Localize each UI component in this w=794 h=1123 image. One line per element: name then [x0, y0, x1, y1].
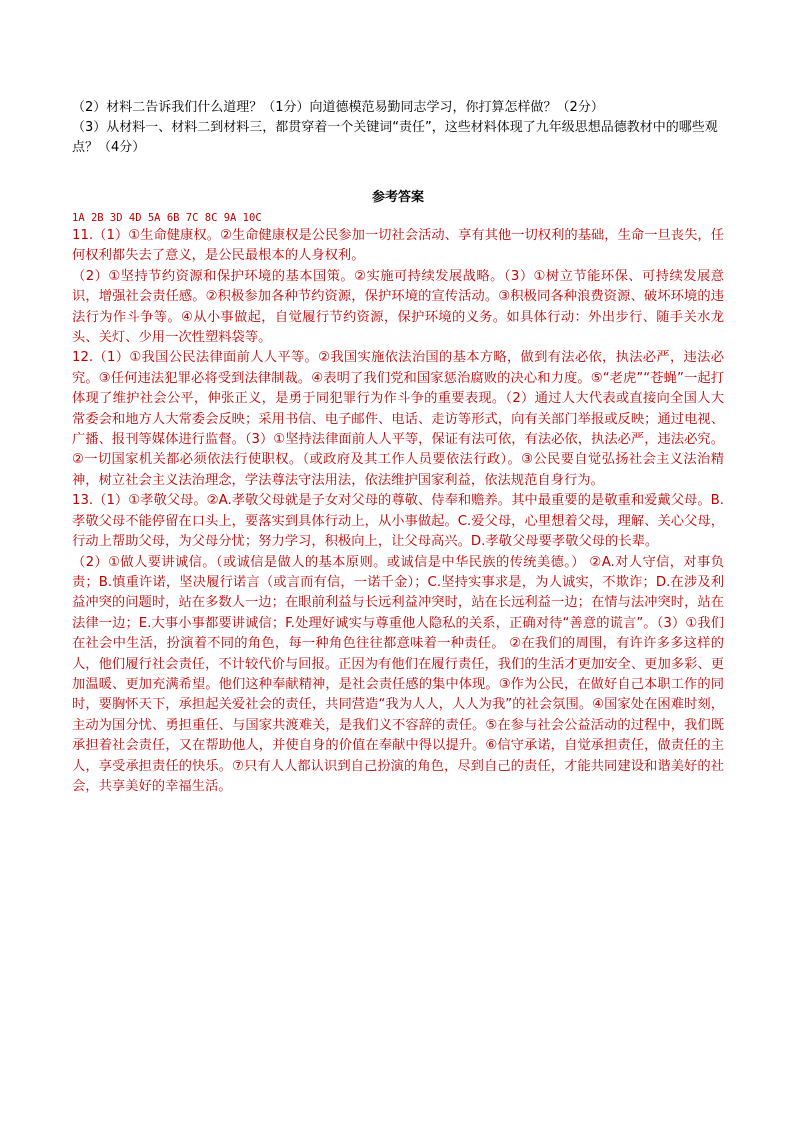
- choice-answers: 1A 2B 3D 4D 5A 6B 7C 8C 9A 10C: [72, 212, 262, 224]
- answer-13-part1: 13.（1）①孝敬父母。②A.孝敬父母就是子女对父母的尊敬、侍奉和赡养。其中最重要的是敬重和爱戴父母。B.孝敬父母不能停留在口头上，要落实到具体行动上，从小事做起。C.爱父母，心里想着父母，理解、关心父母，行动上帮助父母，为父母分忧；努力学习，积极向上，让父母高兴。D.孝敬父母要孝敬父母的长辈。: [72, 493, 724, 550]
- answers-title: 参考答案: [371, 190, 424, 205]
- question-3: （3）从材料一、材料二到材料三，都贯穿着一个关键词“责任”，这些材料体现了九年级思想品德教材中的哪些观点？（4分）: [72, 120, 718, 155]
- answer-12: 12.（1）①我国公民法律面前人人平等。②我国实施依法治国的基本方略，做到有法必依，执法必严，违法必究。③任何违法犯罪必将受到法律制裁。④表明了我们党和国家惩治腐败的决心和力度。⑤“老虎”“苍蝇”一起打体现了维护社会公平，伸张正义，是勇于同犯罪行为作斗争的重要表现。（2）通过人大代表或直接向全国人大常委会和地方人大常委会反映；采用书信、电子邮件、电话、走访等形式，向有关部门举报或反映；通过电视、广播、报刊等媒体进行监督。（3）①坚持法律面前人人平等，保证有法可依，有法必依，执法必严，违法必究。②一切国家机关都必须依法行使职权。（或政府及其工作人员要依法行政）。③公民要自觉弘扬社会主义法治精神，树立社会主义法治理念，学法尊法守法用法，依法维护国家利益，依法规范自身行为。: [72, 350, 724, 488]
- document-page: [72, 98, 724, 797]
- answer-11-part1: 11.（1）①生命健康权。②生命健康权是公民参加一切社会活动、享有其他一切权利的基础，生命一旦丧失，任何权利都失去了意义，是公民最根本的人身权利。: [72, 228, 724, 264]
- answer-11-part2: （2）①坚持节约资源和保护环境的基本国策。②实施可持续发展战略。（3）①树立节能环保、可持续发展意识，增强社会责任感。②积极参加各种节约资源，保护环境的宣传活动。③积极同各种浪费资源、破坏环境的违法行为作斗争等。④从小事做起，自觉履行节约资源，保护环境的义务。如具体行动：外出步行、随手关水龙头、关灯、少用一次性塑料袋等。: [72, 268, 724, 346]
- answer-13-part2: （2）①做人要讲诚信。（或诚信是做人的基本原则。或诚信是中华民族的传统美德。） ②A.对人守信，对事负责；B.慎重许诺，坚决履行诺言（或言而有信，一诺千金）；C.坚持实事求是，为人诚实，不欺诈；D.在涉及利益冲突的问题时，站在多数人一边；在眼前利益与长远利益冲突时，站在长远利益一边；在情与法冲突时，站在法律一边；E.大事小事都要讲诚信；F.处理好诚实与尊重他人隐私的关系，正确对待“善意的谎言”。（3）①我们在社会中生活，扮演着不同的角色，每一种角色往往都意味着一种责任。 ②在我们的周围，有许许多多这样的人，他们履行社会责任，不计较代价与回报。正因为有他们在履行责任，我们的生活才更加安全、更加多彩、更加温暖、更加充满希望。他们这种奉献精神，是社会责任感的集中体现。③作为公民，在做好自己本职工作的同时，要胸怀天下，承担起关爱社会的责任，共同营造“我为人人，人人为我”的社会氛围。④国家处在困难时刻，主动为国分忧、勇担重任、与国家共渡难关，是我们义不容辞的责任。⑤在参与社会公益活动的过程中，我们既承担着社会责任，又在帮助他人，并使自身的价值在奉献中得以提升。⑥信守承诺，自觉承担责任，做责任的主人，享受承担责任的快乐。⑦只有人人都认识到自己扮演的角色，尽到自己的责任，才能共同建设和谐美好的社会，共享美好的幸福生活。: [72, 554, 724, 794]
- question-2: （2）材料二告诉我们什么道理？（1分）向道德模范易勤同志学习，你打算怎样做？（2分）: [72, 100, 604, 115]
